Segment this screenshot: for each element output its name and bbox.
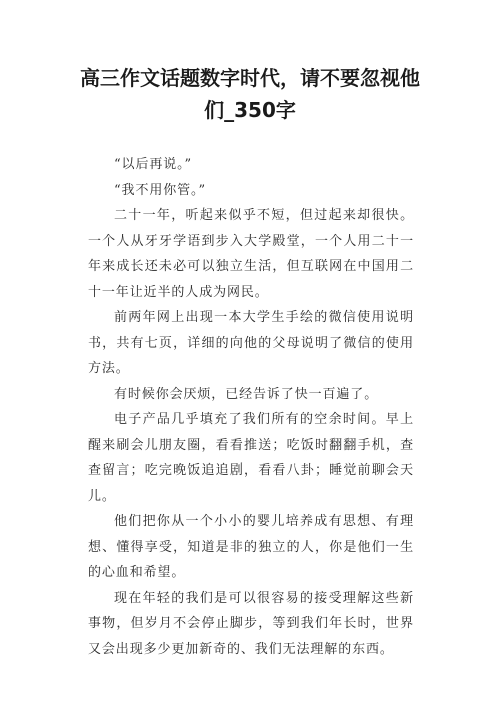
title-line-1: 高三作文话题数字时代，请不要忽视他 [80, 66, 420, 90]
paragraph-2: “我不用你管。” [114, 182, 206, 198]
paragraph-3: 二十一年，听起来似乎不短，但过起来却很快。一个人从牙牙学语到步入大学殿堂，一个人用二十一年来成长还未必可以独立生活，但互联网在中国用二十一年让近半的人成为网民。 [88, 208, 414, 300]
paragraph-7: 他们把你从一个小小的婴儿培养成有思想、有理想、懂得享受，知道是非的独立的人，你是他们一生的心血和希望。 [88, 514, 414, 580]
paragraph-1: “以后再说。” [114, 157, 193, 172]
paragraph-4: 前两年网上出现一本大学生手绘的微信使用说明书，共有七页，详细的向他的父母说明了微信的使用方法。 [88, 310, 414, 376]
paragraph-8: 现在年轻的我们是可以很容易的接受理解这些新事物，但岁月不会停止脚步，等到我们年长时，世界又会出现多少更加新奇的、我们无法理解的东西。 [88, 590, 414, 657]
paragraph-5: 有时候你会厌烦，已经告诉了快一百遍了。 [114, 386, 379, 402]
paragraph-6: 电子产品几乎填充了我们所有的空余时间。早上醒来刷会儿朋友圈，看看推送；吃饭时翻翻手机，查查留言；吃完晚饭追追剧，看看八卦；睡觉前聊会天儿。 [88, 412, 414, 504]
title-line-2: 们_350字 [204, 98, 296, 122]
document-body [88, 152, 414, 662]
document-title [70, 62, 430, 126]
